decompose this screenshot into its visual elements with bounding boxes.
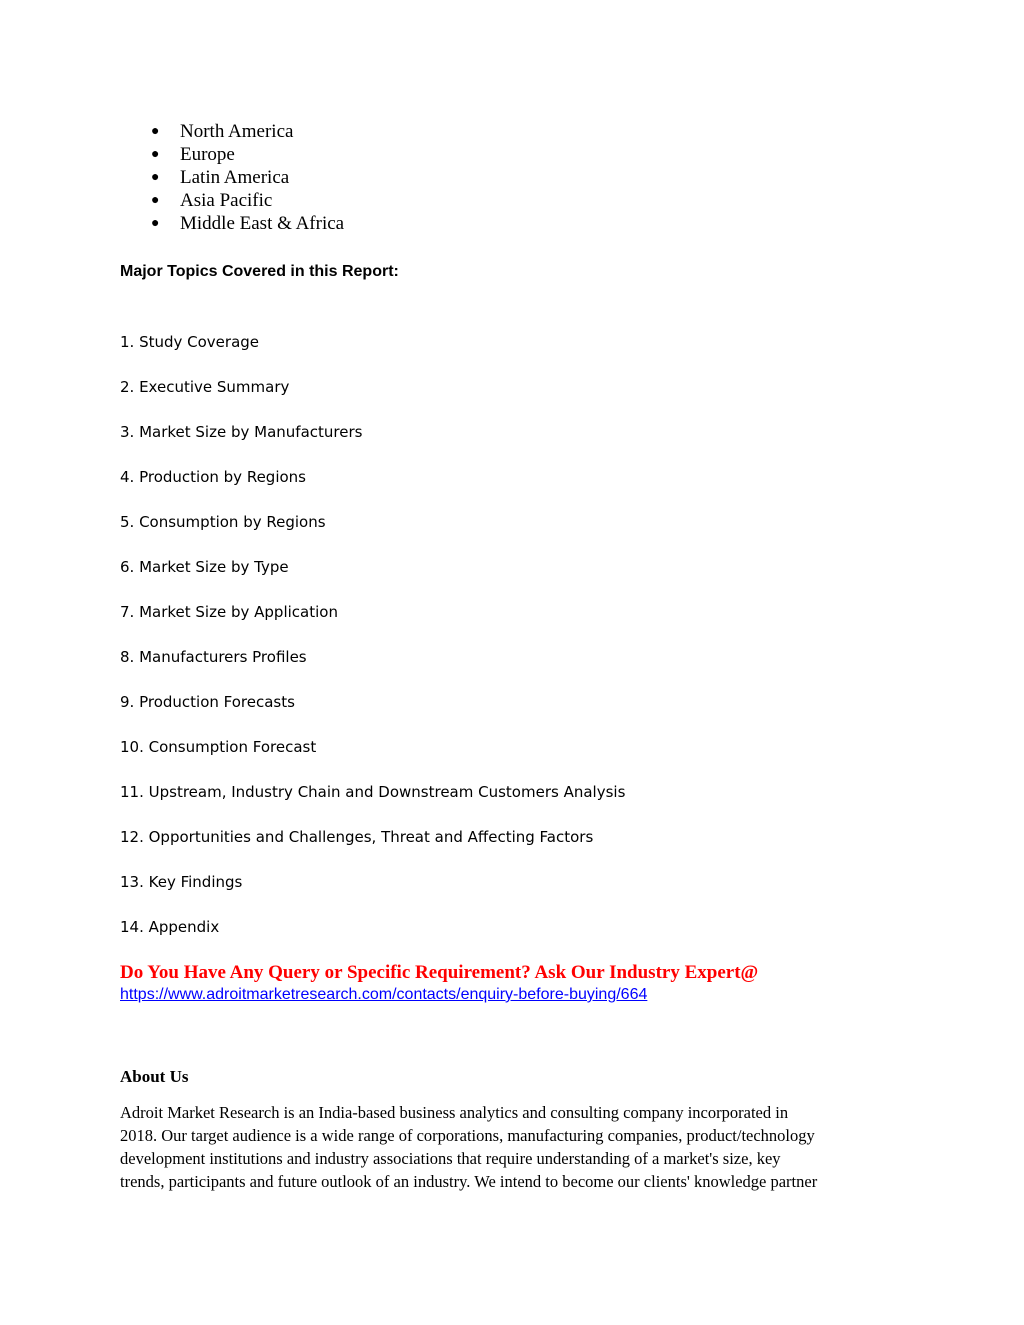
topic-item: 2. Executive Summary: [120, 378, 290, 396]
bullet-icon: ●: [151, 124, 160, 139]
bullet-icon: ●: [151, 193, 160, 208]
about-line: development institutions and industry associations that require understanding of a market's size, key: [120, 1149, 781, 1168]
about-line: trends, participants and future outlook of an industry. We intend to become our clients' knowledge partner: [120, 1172, 818, 1191]
topic-item: 9. Production Forecasts: [120, 693, 295, 711]
region-label: North America: [180, 121, 294, 142]
topic-item: 13. Key Findings: [120, 873, 243, 891]
topic-item: 14. Appendix: [120, 918, 220, 936]
topic-item: 12. Opportunities and Challenges, Threat and Affecting Factors: [120, 828, 594, 846]
bullet-icon: ●: [151, 216, 160, 231]
enquiry-callout: Do You Have Any Query or Specific Requirement? Ask Our Industry Expert@: [120, 962, 759, 983]
topic-item: 8. Manufacturers Profiles: [120, 648, 307, 666]
bullet-icon: ●: [151, 147, 160, 162]
topic-item: 10. Consumption Forecast: [120, 738, 317, 756]
topics-list: [120, 333, 625, 963]
about-heading: About Us: [120, 1067, 189, 1086]
about-line: 2018. Our target audience is a wide range of corporations, manufacturing companies, product/technology: [120, 1126, 815, 1145]
region-item: [120, 212, 344, 235]
topics-heading: Major Topics Covered in this Report:: [120, 263, 399, 280]
region-item: [120, 143, 344, 166]
topic-item: 7. Market Size by Application: [120, 603, 338, 621]
region-label: Middle East & Africa: [180, 213, 345, 234]
enquiry-link[interactable]: https://www.adroitmarketresearch.com/contacts/enquiry-before-buying/664: [120, 986, 648, 1003]
topic-item: 6. Market Size by Type: [120, 558, 289, 576]
region-label: Europe: [180, 144, 235, 165]
region-item: [120, 166, 344, 189]
topic-item: 3. Market Size by Manufacturers: [120, 423, 363, 441]
region-item: [120, 120, 344, 143]
region-label: Asia Pacific: [180, 190, 273, 211]
topic-item: 1. Study Coverage: [120, 333, 260, 351]
region-label: Latin America: [180, 167, 290, 188]
bullet-icon: ●: [151, 170, 160, 185]
topic-item: 5. Consumption by Regions: [120, 513, 326, 531]
topic-item: 4. Production by Regions: [120, 468, 306, 486]
regions-list: [120, 120, 344, 235]
region-item: [120, 189, 344, 212]
about-paragraph: [120, 1101, 910, 1193]
about-line: Adroit Market Research is an India-based business analytics and consulting company incorporated in: [120, 1103, 789, 1122]
topic-item: 11. Upstream, Industry Chain and Downstream Customers Analysis: [120, 783, 626, 801]
